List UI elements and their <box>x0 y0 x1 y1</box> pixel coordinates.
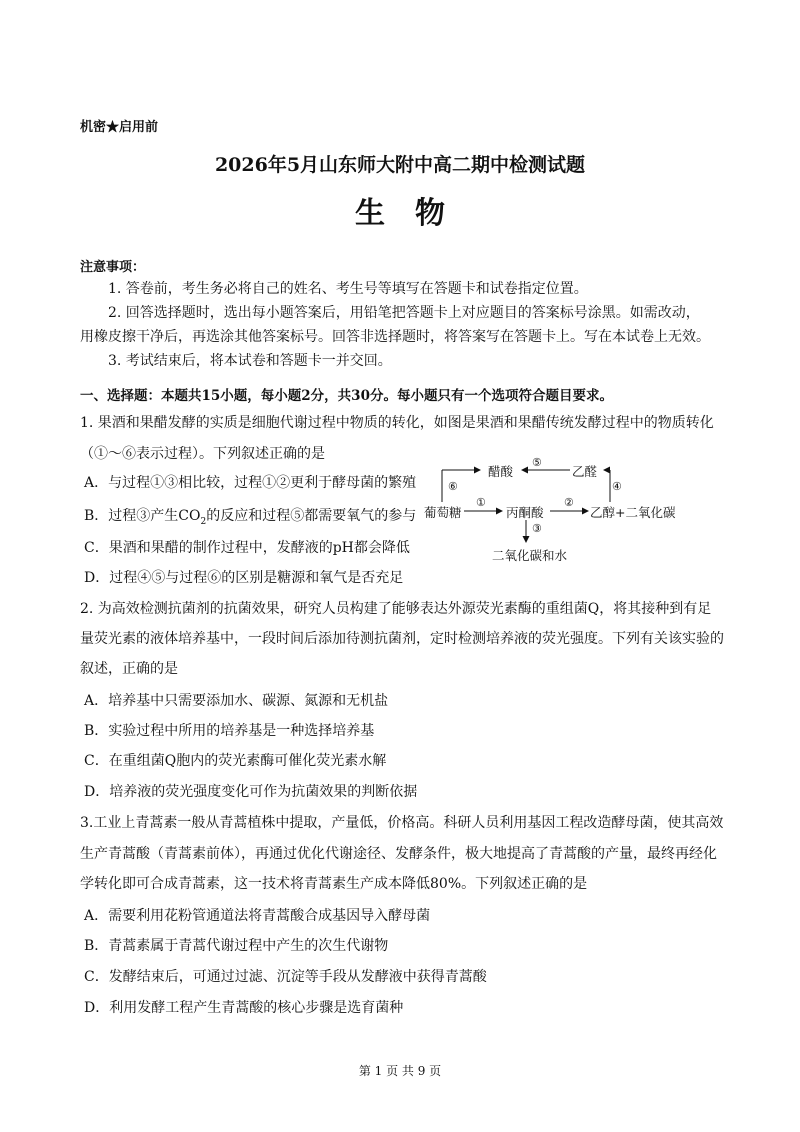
q2-option-c: C．在重组菌Q胞内的荧光素酶可催化荧光素水解 <box>84 753 387 769</box>
q2-option-b: B．实验过程中所用的培养基是一种选择培养基 <box>84 723 375 739</box>
q1-option-d: D．过程④⑤与过程⑥的区别是糖源和氧气是否充足 <box>84 570 404 586</box>
q1-option-c: C．果酒和果醋的制作过程中，发酵液的pH都会降低 <box>84 540 410 556</box>
label-acetaldehyde: 乙醛 <box>572 464 598 479</box>
subject-title: 生 物 <box>355 196 445 231</box>
q2-stem-line-1: 2. 为高效检测抗菌剂的抗菌效果，研究人员构建了能够表达外源荧光素酶的重组菌Q，将其接种到有足 <box>80 601 712 617</box>
q2-option-a: A．培养基中只需要添加水、碳源、氮源和无机盐 <box>84 693 389 709</box>
q3-option-c: C．发酵结束后，可通过过滤、沉淀等手段从发酵液中获得青蒿酸 <box>84 969 487 985</box>
q1-stem-line-2: （①～⑥表示过程）。下列叙述正确的是 <box>80 446 325 462</box>
notice-item-1: 1. 答卷前，考生务必将自己的姓名、考生号等填写在答题卡和试卷指定位置。 <box>108 281 588 297</box>
label-process-6: ⑥ <box>448 480 458 493</box>
label-ethanol-co2: 乙醇+二氧化碳 <box>590 505 676 520</box>
exam-title: 2026年5月山东师大附中高二期中检测试题 <box>214 154 586 176</box>
q2-stem-line-2: 量荧光素的液体培养基中，一段时间后添加待测抗菌剂，定时检测培养液的荧光强度。下列有关该实验的 <box>80 631 724 647</box>
label-glucose: 葡萄糖 <box>424 505 462 520</box>
q3-option-a: A．需要利用花粉管通道法将青蒿酸合成基因导入酵母菌 <box>84 908 431 924</box>
q3-stem-line-3: 学转化即可合成青蒿素，这一技术将青蒿素生产成本降低80%。下列叙述正确的是 <box>80 876 588 892</box>
section-heading: 一、选择题：本题共15小题，每小题2分，共30分。每小题只有一个选项符合题目要求。 <box>80 388 613 404</box>
q3-stem-line-1: 3.工业上青蒿素一般从青蒿植株中提取，产量低，价格高。科研人员利用基因工程改造酵母菌，使其高效 <box>80 815 724 831</box>
label-pyruvate: 丙酮酸 <box>506 505 544 520</box>
label-process-4: ④ <box>612 480 622 493</box>
fermentation-diagram <box>420 456 680 568</box>
secret-label: 机密★启用前 <box>80 120 159 135</box>
q2-stem-line-3: 叙述，正确的是 <box>80 661 178 677</box>
label-process-1: ① <box>476 496 486 509</box>
label-process-5: ⑤ <box>532 456 542 469</box>
label-co2-water: 二氧化碳和水 <box>492 548 568 563</box>
q1-option-a: A．与过程①③相比较，过程①②更利于酵母菌的繁殖 <box>84 475 417 491</box>
q1-stem-line-1: 1. 果酒和果醋发酵的实质是细胞代谢过程中物质的转化，如图是果酒和果醋传统发酵过程中的物质转化 <box>80 415 714 431</box>
notice-item-2: 2. 回答选择题时，选出每小题答案后，用铅笔把答题卡上对应题目的答案标号涂黑。如需改动， <box>108 305 700 321</box>
page-footer: 第 1 页 共 9 页 <box>358 1064 442 1078</box>
q3-option-d: D．利用发酵工程产生青蒿酸的核心步骤是选育菌种 <box>84 1000 404 1016</box>
q1-option-b: B．过程③产生$CO_2$的反应和过程⑤都需要氧气的参与 <box>84 508 417 527</box>
label-acetic-acid: 醋酸 <box>488 464 514 479</box>
notice-title: 注意事项： <box>80 260 146 275</box>
notice-item-2-cont: 用橡皮擦干净后，再选涂其他答案标号。回答非选择题时，将答案写在答题卡上。写在本试卷上无效。 <box>80 329 710 345</box>
notice-item-3: 3. 考试结束后，将本试卷和答题卡一并交回。 <box>108 353 392 369</box>
q3-option-b: B．青蒿素属于青蒿代谢过程中产生的次生代谢物 <box>84 938 389 954</box>
label-process-3: ③ <box>532 522 542 535</box>
q2-option-d: D．培养液的荧光强度变化可作为抗菌效果的判断依据 <box>84 784 418 800</box>
q3-stem-line-2: 生产青蒿酸（青蒿素前体），再通过优化代谢途径、发酵条件，极大地提高了青蒿酸的产量，最终再经化 <box>80 846 717 862</box>
label-process-2: ② <box>564 496 574 509</box>
